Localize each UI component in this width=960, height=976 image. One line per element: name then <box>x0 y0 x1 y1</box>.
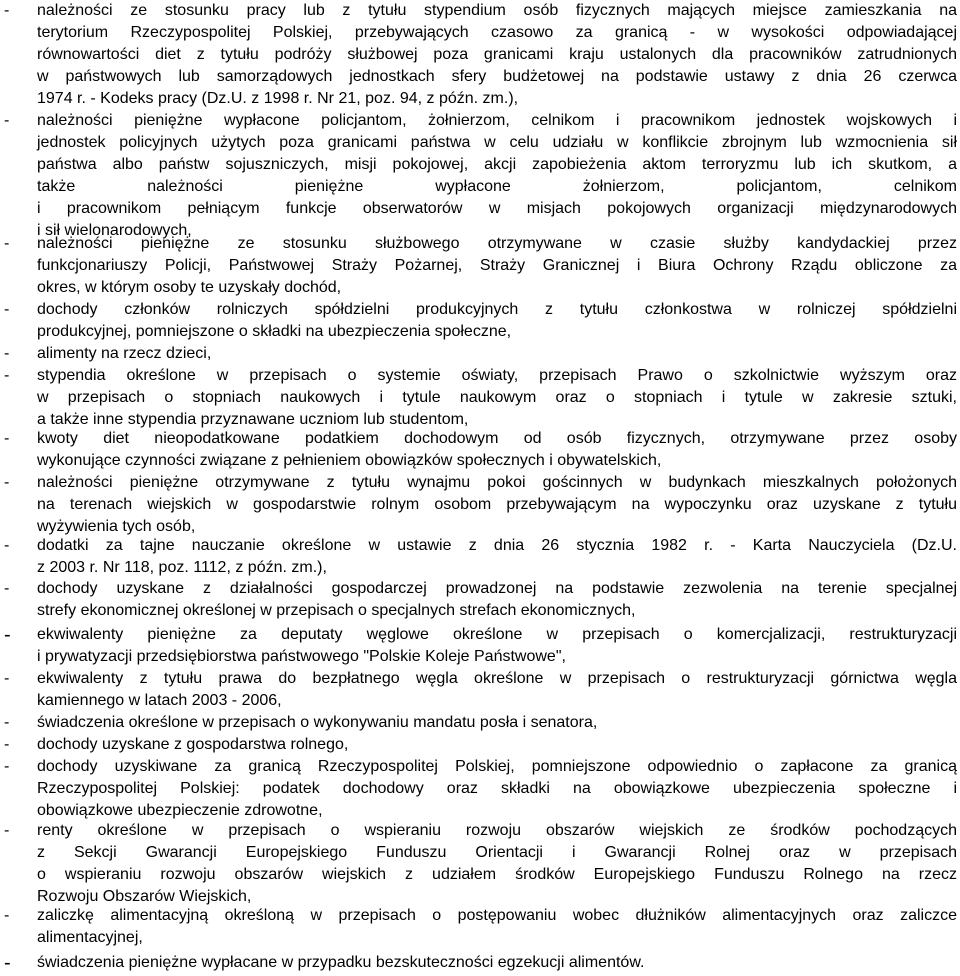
list-item-line: równowartości diet z tytułu podróży służbowej poza granicami kraju ustalonych dla pracowników zatrudnionych <box>37 46 957 63</box>
list-item-line: kamiennego w latach 2003 - 2006, <box>37 692 282 709</box>
list-bullet: - <box>4 112 10 129</box>
list-item-line: Rzeczypospolitej Polskiej: podatek dochodowy oraz składki na obowiązkowe ubezpieczenia społeczne i <box>37 780 957 797</box>
list-item-line: dochody członków rolniczych spółdzielni produkcyjnych z tytułu członkostwa w rolniczej spółdzielni <box>37 301 957 318</box>
list-item-line: należności pieniężne wypłacone policjantom, żołnierzom, celnikom i pracownikom jednostek wojskowych i <box>37 112 957 129</box>
list-bullet: - <box>4 670 10 687</box>
list-item-line: dochody uzyskiwane za granicą Rzeczypospolitej Polskiej, pomniejszone odpowiednio o zapłacone za granicą <box>37 758 957 775</box>
list-item-line: zaliczkę alimentacyjną określoną w przepisach o postępowaniu wobec dłużników alimentacyjnych oraz zaliczce <box>37 907 957 924</box>
list-item-line: dodatki za tajne nauczanie określone w ustawie z dnia 26 stycznia 1982 r. - Karta Nauczyciela (Dz.U. <box>37 537 957 554</box>
list-bullet: - <box>4 474 10 491</box>
list-item-line: wykonujące czynności związane z pełnieniem obowiązków społecznych i obywatelskich, <box>37 452 662 469</box>
list-item-line: okres, w którym osoby te uzyskały dochód, <box>37 279 342 296</box>
list-item-line: wyżywienia tych osób, <box>37 518 196 535</box>
list-bullet: - <box>4 714 10 731</box>
list-item-line: Rozwoju Obszarów Wiejskich, <box>37 888 252 905</box>
list-bullet: - <box>4 367 10 384</box>
list-bullet: - <box>4 758 10 775</box>
list-item-line: jednostek policyjnych użytych poza granicami państwa w celu udziału w konflikcie zbrojnym lub wzmocnienia sił <box>37 134 957 151</box>
list-item-line: także należności pieniężne wypłacone żołnierzom, policjantom, celnikom <box>37 178 957 195</box>
list-item-line: obowiązkowe ubezpieczenie zdrowotne, <box>37 802 323 819</box>
list-item-line: z 2003 r. Nr 118, poz. 1112, z późn. zm.), <box>37 559 327 576</box>
list-item-line: alimenty na rzecz dzieci, <box>37 345 212 362</box>
list-item-line: dochody uzyskane z gospodarstwa rolnego, <box>37 736 349 753</box>
list-item-line: a także inne stypendia przyznawane uczniom lub studentom, <box>37 411 469 428</box>
list-item-line: na terenach wiejskich w gospodarstwie rolnym osobom przebywającym na wypoczynku oraz uzyskane z tytułu <box>37 496 957 513</box>
list-bullet: - <box>4 952 11 974</box>
list-bullet: - <box>4 736 10 753</box>
list-item-line: funkcjonariuszy Policji, Państwowej Straży Pożarnej, Straży Granicznej i Biura Ochrony Rządu obliczone za <box>37 257 957 274</box>
list-bullet: - <box>4 537 10 554</box>
list-item-line: kwoty diet nieopodatkowane podatkiem dochodowym od osób fizycznych, otrzymywane przez osoby <box>37 430 957 447</box>
list-bullet: - <box>4 2 10 19</box>
list-item-line: strefy ekonomicznej określonej w przepisach o specjalnych strefach ekonomicznych, <box>37 602 636 619</box>
list-item-line: stypendia określone w przepisach o systemie oświaty, przepisach Prawo o szkolnictwie wyższym oraz <box>37 367 957 384</box>
list-item-line: w przepisach o stopniach naukowych i tytule naukowym oraz o stopniach i tytule w zakresie sztuki, <box>37 389 957 406</box>
list-item-line: należności pieniężne otrzymywane z tytułu wynajmu pokoi gościnnych w budynkach mieszkalnych położonych <box>37 474 957 491</box>
list-item-line: ekwiwalenty z tytułu prawa do bezpłatnego węgla określone w przepisach o restrukturyzacji górnictwa węgla <box>37 670 957 687</box>
list-bullet: - <box>4 580 10 597</box>
list-item-line: terytorium Rzeczypospolitej Polskiej, przebywających czasowo za granicą - w wysokości odpowiadającej <box>37 24 957 41</box>
list-item-line: dochody uzyskane z działalności gospodarczej prowadzonej na podstawie zezwolenia na terenie specjalnej <box>37 580 957 597</box>
list-item-line: państwa albo państw sojuszniczych, misji pokojowej, akcji zapobieżenia aktom terroryzmu lub ich skutkom, a <box>37 156 957 173</box>
list-bullet: - <box>4 345 10 362</box>
list-item-line: i prywatyzacji przedsiębiorstwa państwowego "Polskie Koleje Państwowe", <box>37 648 566 665</box>
list-item-line: z Sekcji Gwarancji Europejskiego Funduszu Orientacji i Gwarancji Rolnej oraz w przepisach <box>37 844 957 861</box>
list-item-line: 1974 r. - Kodeks pracy (Dz.U. z 1998 r. Nr 21, poz. 94, z późn. zm.), <box>37 90 519 107</box>
list-item-line: produkcyjnej, pomniejszone o składki na ubezpieczenia społeczne, <box>37 323 512 340</box>
list-bullet: - <box>4 235 10 252</box>
list-item-line: renty określone w przepisach o wspieraniu rozwoju obszarów wiejskich ze środków pochodzących <box>37 822 957 839</box>
list-item-line: należności pieniężne ze stosunku służbowego otrzymywane w czasie służby kandydackiej przez <box>37 235 957 252</box>
list-bullet: - <box>4 430 10 447</box>
list-item-line: w państwowych lub samorządowych jednostkach sfery budżetowej na podstawie ustawy z dnia 26 czerwca <box>37 68 957 85</box>
list-item-line: ekwiwalenty pieniężne za deputaty węglowe określone w przepisach o komercjalizacji, restrukturyzacji <box>37 626 957 643</box>
list-bullet: - <box>4 822 10 839</box>
list-item-line: świadczenia pieniężne wypłacane w przypadku bezskuteczności egzekucji alimentów. <box>37 954 645 971</box>
list-bullet: - <box>4 624 11 646</box>
list-item-line: i pracownikom pełniącym funkcje obserwatorów w misjach pokojowych organizacji międzynarodowych <box>37 200 957 217</box>
list-item-line: świadczenia określone w przepisach o wykonywaniu mandatu posła i senatora, <box>37 714 598 731</box>
list-item-line: o wspieraniu rozwoju obszarów wiejskich z udziałem środków Europejskiego Funduszu Rolnego na rzecz <box>37 866 957 883</box>
list-item-line: alimentacyjnej, <box>37 929 143 946</box>
list-item-line: i sił wielonarodowych, <box>37 222 192 239</box>
list-bullet: - <box>4 301 10 318</box>
list-item-line: należności ze stosunku pracy lub z tytułu stypendium osób fizycznych mających miejsce zamieszkania na <box>37 2 957 19</box>
list-bullet: - <box>4 907 10 924</box>
